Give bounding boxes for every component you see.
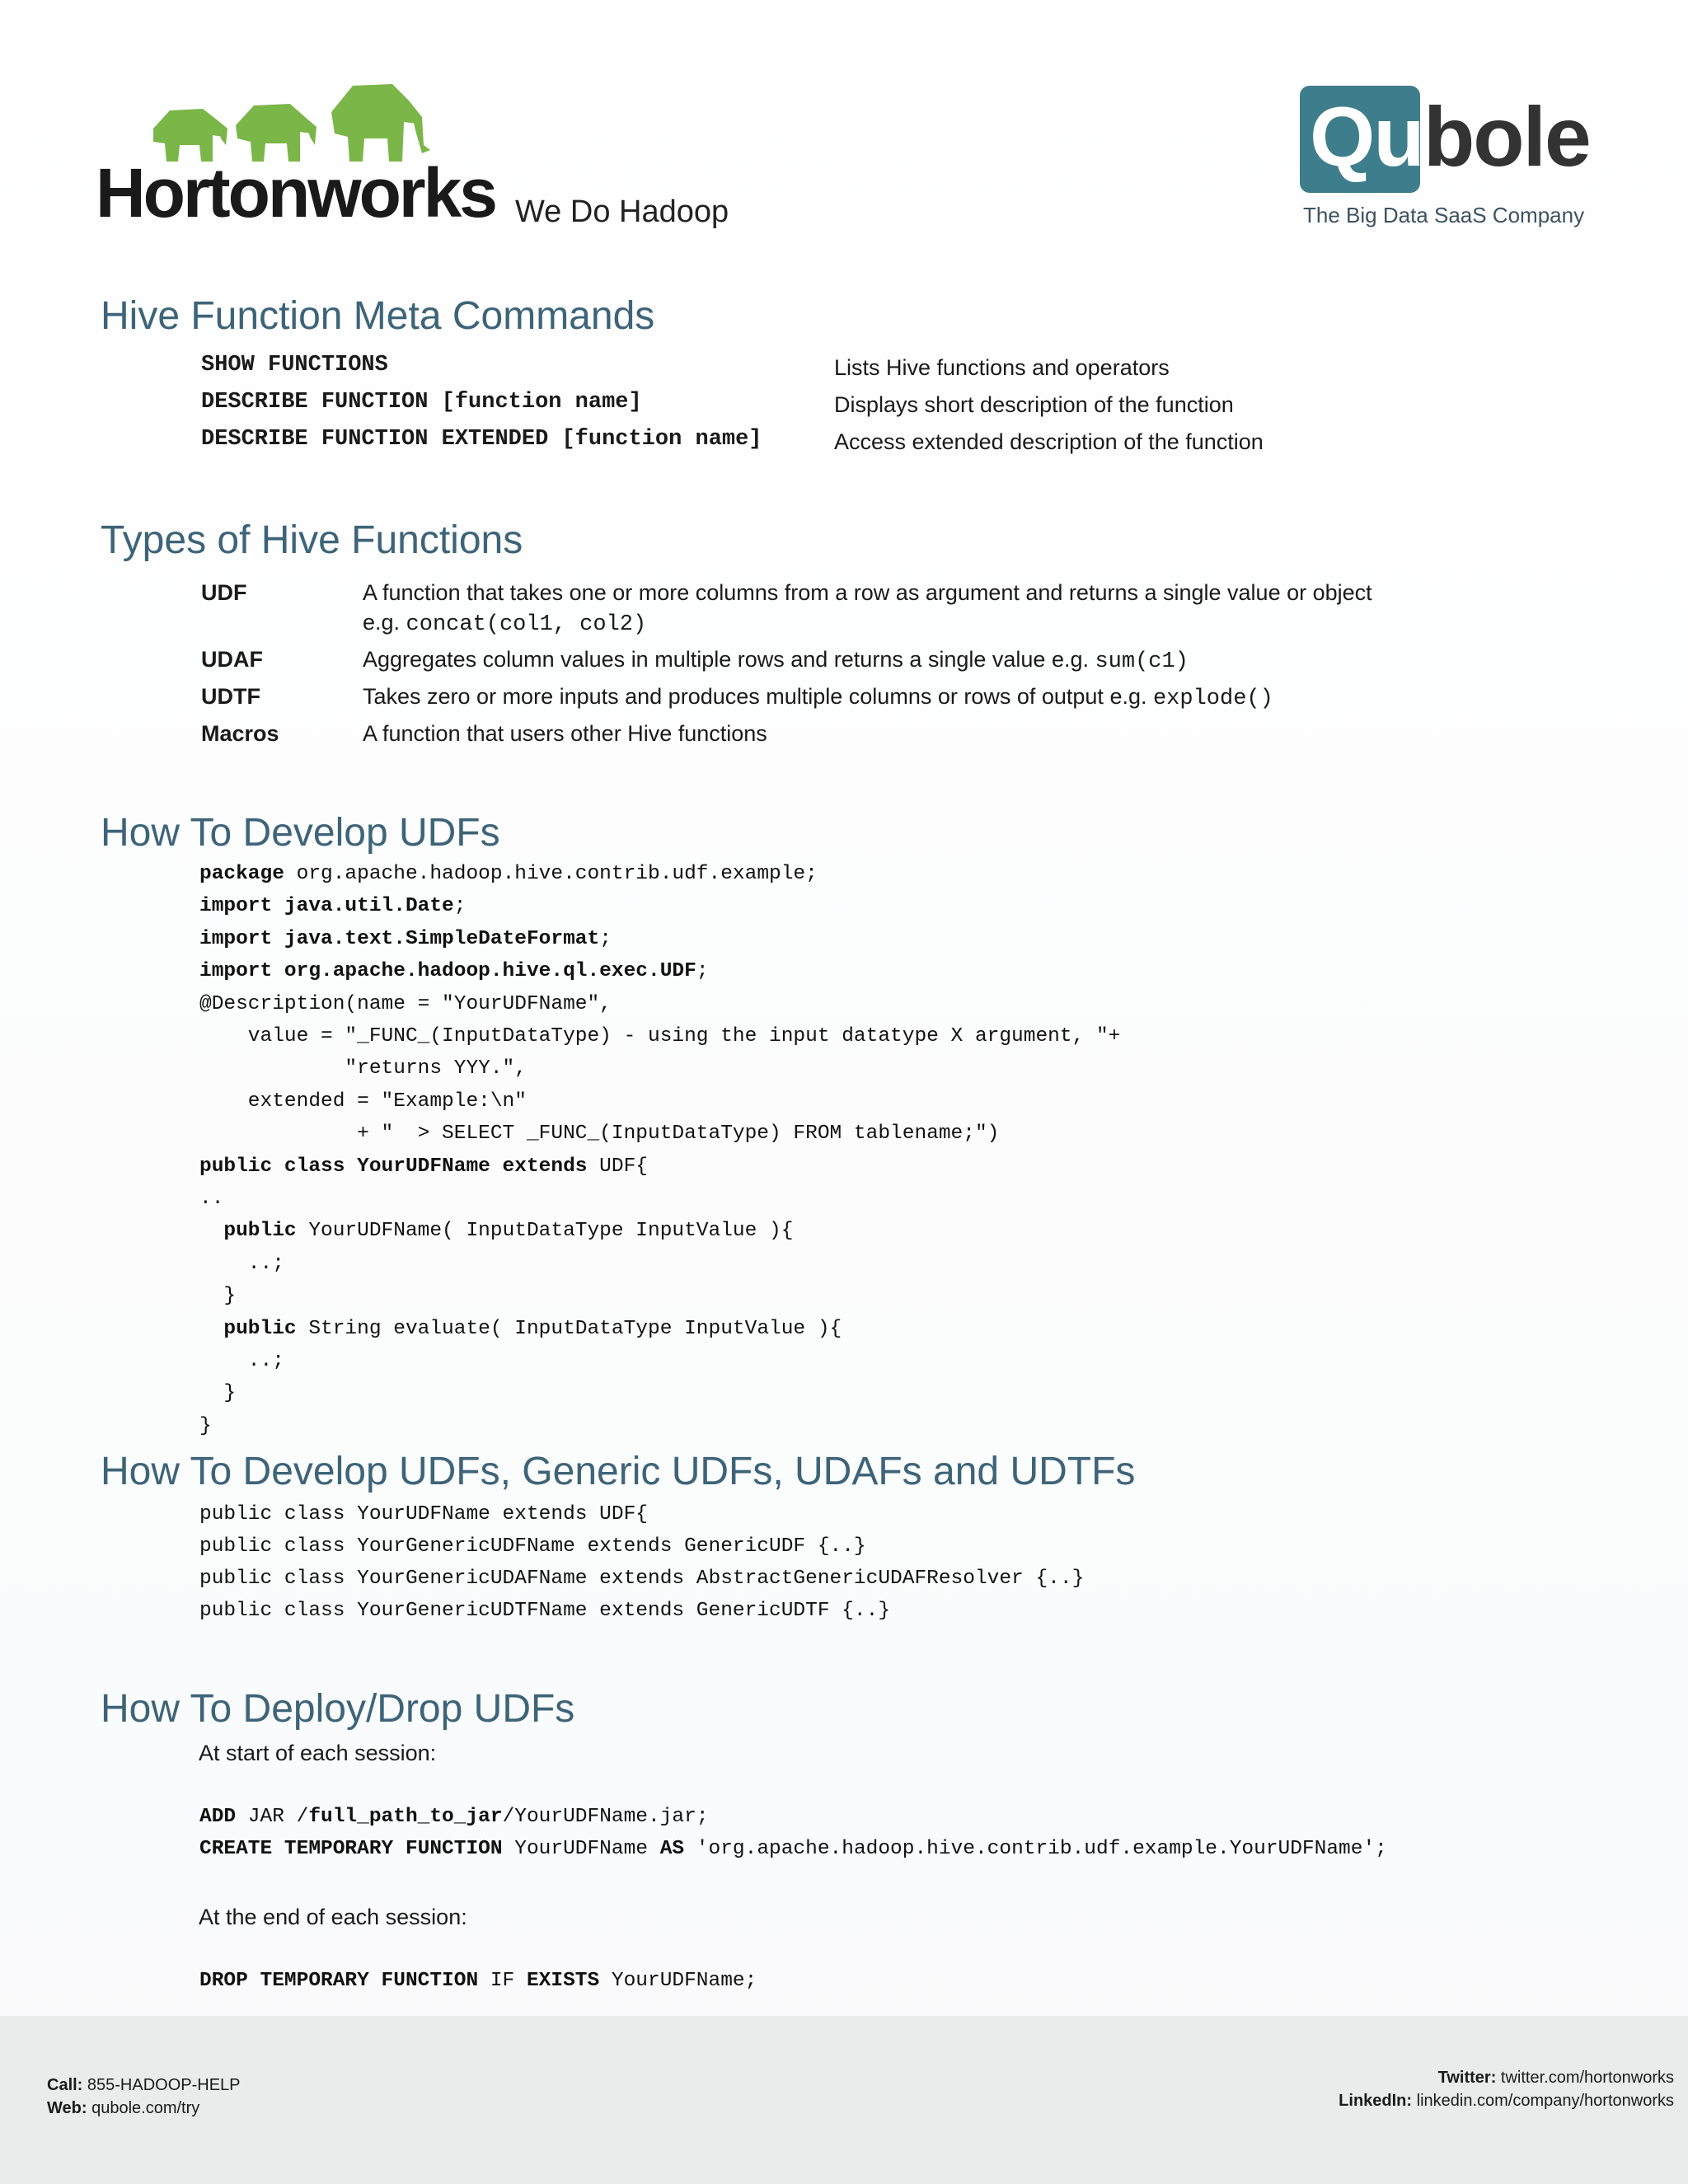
code-text: String evaluate( InputDataType InputValue ){ xyxy=(296,1318,842,1340)
call-label: Call: xyxy=(47,2076,83,2094)
section-title-meta-commands: Hive Function Meta Commands xyxy=(101,294,655,338)
section-title-develop-generic: How To Develop UDFs, Generic UDFs, UDAFs and UDTFs xyxy=(101,1450,1136,1493)
code-text: /YourUDFName.jar; xyxy=(502,1806,709,1828)
code-line xyxy=(199,995,612,1015)
code-text: _ xyxy=(357,1806,369,1828)
code-line: public class YourUDFName extends UDF{ xyxy=(199,1503,648,1526)
linkedin-link[interactable]: linkedin.com/company/hortonworks xyxy=(1416,2092,1674,2110)
keyword: public xyxy=(199,1318,297,1340)
code-line xyxy=(199,1092,527,1113)
keyword: import org.apache.hadoop.hive.ql.exec.UDF xyxy=(199,960,696,982)
meta-command-description: Displays short description of the function xyxy=(834,392,1234,417)
add-jar-command xyxy=(199,1807,709,1828)
linkedin-label: LinkedIn: xyxy=(1339,2092,1413,2110)
keyword: package xyxy=(199,863,284,885)
code-text: _ xyxy=(417,1806,430,1828)
meta-command: DESCRIBE FUNCTION [function name] xyxy=(201,390,642,415)
code-line xyxy=(199,1254,284,1275)
section-title-types: Types of Hive Functions xyxy=(101,518,523,562)
drop-function-command xyxy=(199,1971,757,1992)
keyword: to xyxy=(429,1806,454,1828)
create-function-command xyxy=(199,1840,1387,1860)
example-code: concat(col1, col2) xyxy=(406,612,647,637)
code-line xyxy=(199,1059,527,1080)
footer-call xyxy=(47,2076,241,2095)
function-type-label: UDF xyxy=(201,580,247,605)
function-type-description xyxy=(363,647,1189,674)
code-line xyxy=(199,1417,212,1437)
code-text: org.apache.hadoop.hive.contrib.udf.example; xyxy=(284,863,818,885)
keyword: jar xyxy=(466,1806,503,1828)
code-text: "returns YYY.", xyxy=(199,1057,527,1080)
code-line xyxy=(199,1124,999,1145)
example-prefix: e.g. xyxy=(363,610,406,635)
example-code: explode() xyxy=(1152,687,1273,711)
qubole-logo-qu: Qu xyxy=(1310,90,1423,184)
function-type-label: UDTF xyxy=(201,684,260,709)
call-value: 855-HADOOP-HELP xyxy=(87,2076,241,2094)
footer xyxy=(0,2016,1688,2184)
code-line xyxy=(199,897,466,917)
code-text: @Description(name = "YourUDFName", xyxy=(199,993,612,1015)
code-line xyxy=(199,930,612,950)
function-type-example xyxy=(363,610,646,637)
example-code: sum(c1) xyxy=(1095,649,1189,674)
session-start-label: At start of each session: xyxy=(199,1741,437,1765)
code-text: } xyxy=(199,1285,237,1307)
code-text: .. xyxy=(199,1188,224,1210)
code-line xyxy=(199,1352,284,1372)
code-line: public class YourGenericUDFName extends GenericUDF {..} xyxy=(199,1535,866,1558)
code-text: IF xyxy=(478,1970,527,1992)
keyword: path xyxy=(368,1806,418,1828)
code-line xyxy=(199,1319,842,1340)
meta-command-description: Access extended description of the function xyxy=(834,429,1264,454)
meta-command: SHOW FUNCTIONS xyxy=(201,353,388,377)
qubole-logo-bole: bole xyxy=(1423,90,1590,184)
keyword: public class YourUDFName extends xyxy=(199,1155,588,1178)
code-text: YourUDFName xyxy=(502,1838,660,1860)
code-text: UDF{ xyxy=(587,1155,648,1178)
keyword: public xyxy=(199,1220,297,1242)
hortonworks-logo xyxy=(96,79,496,232)
section-title-develop-udfs: How To Develop UDFs xyxy=(101,811,500,855)
description-text: Aggregates column values in multiple rows and returns a single value e.g. xyxy=(363,647,1095,672)
code-line xyxy=(199,865,818,885)
code-text: + " > SELECT _FUNC_(InputDataType) FROM tablename;") xyxy=(199,1122,1000,1145)
web-link[interactable]: qubole.com/try xyxy=(91,2099,200,2117)
web-label: Web: xyxy=(47,2099,87,2117)
keyword: CREATE TEMPORARY FUNCTION xyxy=(199,1838,503,1860)
keyword: AS xyxy=(659,1838,685,1860)
code-text: } xyxy=(199,1415,212,1437)
footer-twitter xyxy=(1438,2069,1674,2088)
section-title-deploy: How To Deploy/Drop UDFs xyxy=(101,1687,575,1731)
code-line xyxy=(199,962,709,982)
code-line xyxy=(199,1157,648,1178)
function-type-description: A function that users other Hive functions xyxy=(363,721,767,746)
description-text: Takes zero or more inputs and produces multiple columns or rows of output e.g. xyxy=(363,684,1153,709)
function-type-description xyxy=(363,684,1273,711)
code-line: public class YourGenericUDTFName extends GenericUDTF {..} xyxy=(199,1600,891,1622)
code-text: ; xyxy=(696,960,709,982)
keyword: DROP TEMPORARY FUNCTION xyxy=(199,1970,479,1992)
code-line xyxy=(199,1189,223,1210)
function-type-description: A function that takes one or more columns from a row as argument and returns a single value or object xyxy=(363,580,1372,605)
session-end-label: At the end of each session: xyxy=(199,1905,467,1929)
code-text: ..; xyxy=(199,1253,284,1275)
footer-linkedin xyxy=(1339,2092,1674,2111)
code-text: ; xyxy=(599,928,612,950)
hortonworks-wordmark: Hortonworks xyxy=(96,154,496,232)
keyword: full xyxy=(308,1806,358,1828)
keyword: EXISTS xyxy=(526,1970,600,1992)
code-line xyxy=(199,1384,236,1404)
code-line xyxy=(199,1286,236,1307)
code-text: } xyxy=(199,1382,237,1404)
meta-command-description: Lists Hive functions and operators xyxy=(834,355,1170,380)
qubole-logo xyxy=(1300,86,1590,231)
function-type-label: Macros xyxy=(201,721,279,746)
code-text: 'org.apache.hadoop.hive.contrib.udf.example.YourUDFName'; xyxy=(684,1838,1387,1860)
code-text: _ xyxy=(453,1806,467,1828)
code-text: value = "_FUNC_(InputDataType) - using the input datatype X argument, "+ xyxy=(199,1025,1121,1047)
code-text: ; xyxy=(453,895,467,917)
keyword: import java.text.SimpleDateFormat xyxy=(199,928,600,950)
function-type-label: UDAF xyxy=(201,647,263,672)
code-text: extended = "Example:\n" xyxy=(199,1090,527,1113)
keyword: import java.util.Date xyxy=(199,895,454,917)
keyword: ADD xyxy=(199,1806,237,1828)
qubole-tagline: The Big Data SaaS Company xyxy=(1303,203,1585,227)
code-text: YourUDFName; xyxy=(599,1970,757,1992)
twitter-link[interactable]: twitter.com/hortonworks xyxy=(1500,2069,1674,2087)
meta-command: DESCRIBE FUNCTION EXTENDED [function name] xyxy=(201,427,762,452)
code-text: JAR / xyxy=(236,1806,309,1828)
twitter-label: Twitter: xyxy=(1437,2069,1497,2087)
footer-web xyxy=(47,2099,199,2118)
code-text: YourUDFName( InputDataType InputValue ){ xyxy=(296,1220,794,1242)
code-line xyxy=(199,1221,793,1242)
code-text: ..; xyxy=(199,1350,284,1372)
tagline: We Do Hadoop xyxy=(515,194,729,229)
code-line: public class YourGenericUDAFName extends AbstractGenericUDAFResolver {..} xyxy=(199,1568,1085,1590)
code-line xyxy=(199,1027,1120,1047)
